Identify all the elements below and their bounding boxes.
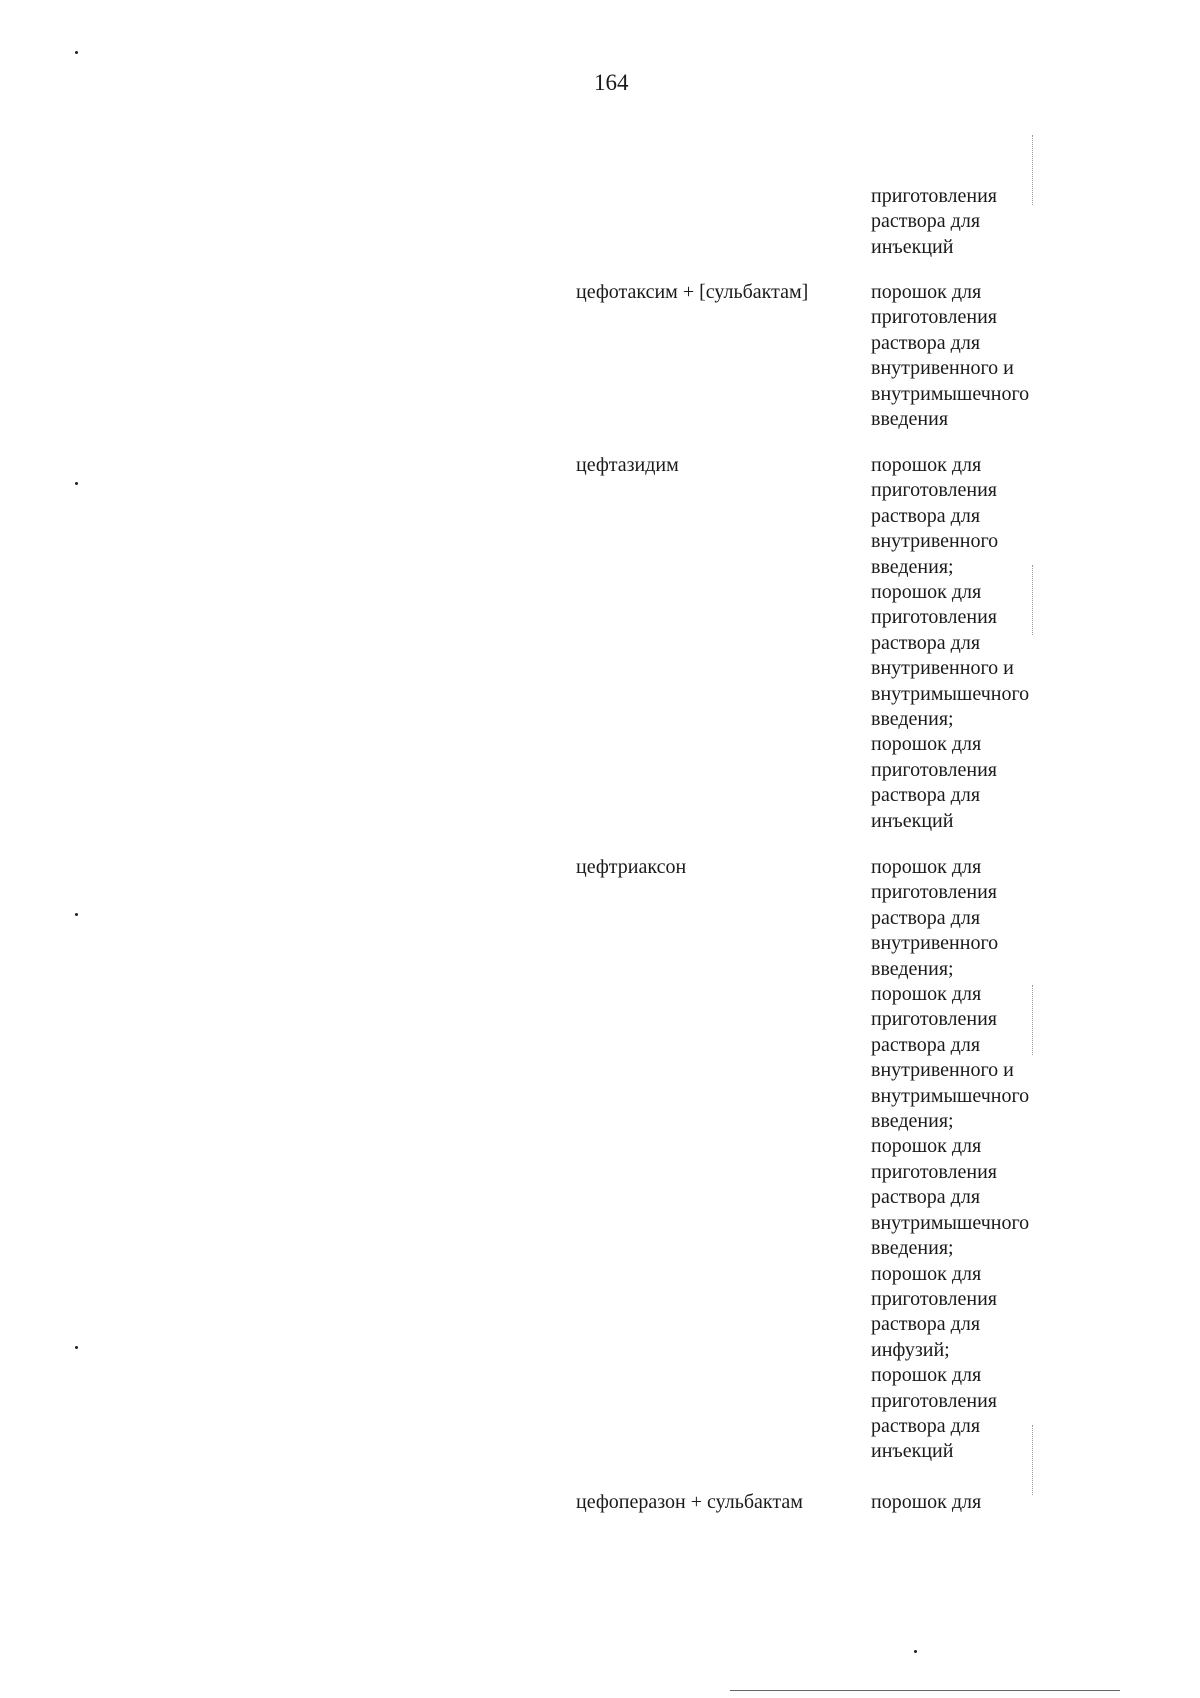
dosage-form-cell: порошок для приготовления раствора для внутривенного и внутримышечного введения [871, 281, 1030, 431]
scan-speck [75, 1346, 78, 1349]
scan-line-artifact [1032, 135, 1033, 205]
drug-name-cell: цефтазидим [576, 454, 679, 476]
dosage-form-cell: порошок для приготовления раствора для внутривенного введения; порошок для приготовления раствора для внутривенного и внутримышечного введения; порошок для приготовления раствора для внутримышечного введения; порошок для приготовления раствора для инфузий; порошок для приготовления раствора для инъекций [871, 856, 1030, 1463]
dosage-form-cell: порошок для приготовления раствора для внутривенного введения; порошок для приготовления раствора для внутривенного и внутримышечного введения; порошок для приготовления раствора для инъекций [871, 454, 1030, 832]
scan-speck [75, 51, 78, 54]
scan-line-artifact [1032, 1425, 1033, 1495]
scan-speck [914, 1650, 917, 1653]
drug-name-cell: цефтриаксон [576, 856, 687, 878]
scan-line-artifact [1032, 565, 1033, 635]
page-number: 164 [594, 70, 629, 95]
drug-name-cell: цефоперазон + сульбактам [576, 1491, 803, 1513]
scan-speck [75, 913, 78, 916]
scan-line-artifact [1032, 985, 1033, 1055]
dosage-form-cell: приготовления раствора для инъекций [871, 185, 997, 258]
bottom-edge-line [730, 1690, 1120, 1691]
scan-speck [75, 482, 78, 485]
drug-name-cell: цефотаксим + [сульбактам] [576, 281, 809, 303]
dosage-form-cell: порошок для [871, 1491, 982, 1513]
